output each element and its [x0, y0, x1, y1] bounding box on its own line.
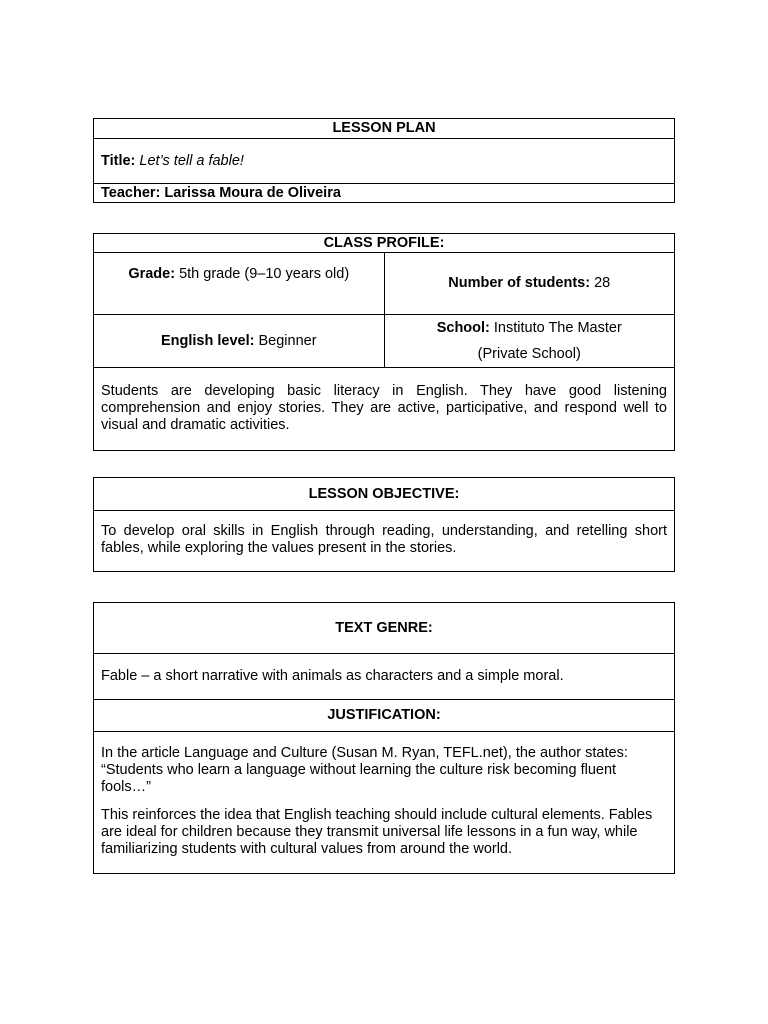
justification-paragraph-2: This reinforces the idea that English teaching should include cultural elements. Fables are ideal for children because they transmit universal life lessons in a fun way, while familiarizing students with cultural values from around the world. — [101, 807, 653, 857]
title-cell — [94, 139, 675, 184]
genre-text: Fable – a short narrative with animals as characters and a simple moral. — [94, 654, 675, 700]
school-label: School: — [436, 320, 490, 336]
students-cell — [384, 253, 675, 315]
teacher-value: Larissa Moura de Oliveira — [164, 184, 341, 201]
grade-label: Grade: — [128, 266, 176, 282]
class-profile-header: CLASS PROFILE: — [94, 234, 675, 253]
objective-header: LESSON OBJECTIVE: — [94, 478, 675, 511]
class-profile-table — [93, 233, 675, 451]
students-label: Number of students: — [448, 275, 591, 291]
school-cell — [384, 315, 675, 368]
text-genre-table — [93, 602, 675, 874]
grade-cell — [94, 253, 385, 315]
justification-paragraph-1: In the article Language and Culture (Susan M. Ryan, TEFL.net), the author states: “Students who learn a language without learning the culture risk becoming fluent fools…” — [101, 745, 628, 795]
title-label: Title: — [101, 152, 136, 169]
genre-header: TEXT GENRE: — [94, 603, 675, 654]
teacher-label: Teacher: — [101, 184, 161, 201]
school-value: Instituto The Master — [493, 320, 622, 336]
justification-header: JUSTIFICATION: — [94, 700, 675, 732]
students-value: 28 — [594, 275, 611, 291]
objective-text: To develop oral skills in English through reading, understanding, and retelling short fables, while exploring the values present in the stories. — [94, 511, 675, 572]
lesson-plan-header: LESSON PLAN — [94, 119, 675, 139]
level-label: English level: — [160, 332, 255, 349]
level-value: Beginner — [258, 332, 317, 349]
title-value: Let’s tell a fable! — [139, 152, 244, 169]
teacher-cell — [94, 184, 675, 203]
lesson-objective-table — [93, 477, 675, 572]
school-type: (Private School) — [477, 346, 581, 362]
justification-cell — [94, 732, 675, 874]
lesson-plan-table — [93, 118, 675, 203]
level-cell — [94, 315, 385, 368]
class-description: Students are developing basic literacy in English. They have good listening comprehension and enjoy stories. They are active, participative, and respond well to visual and dramatic activities. — [94, 368, 675, 451]
grade-value: 5th grade (9–10 years old) — [179, 266, 350, 282]
